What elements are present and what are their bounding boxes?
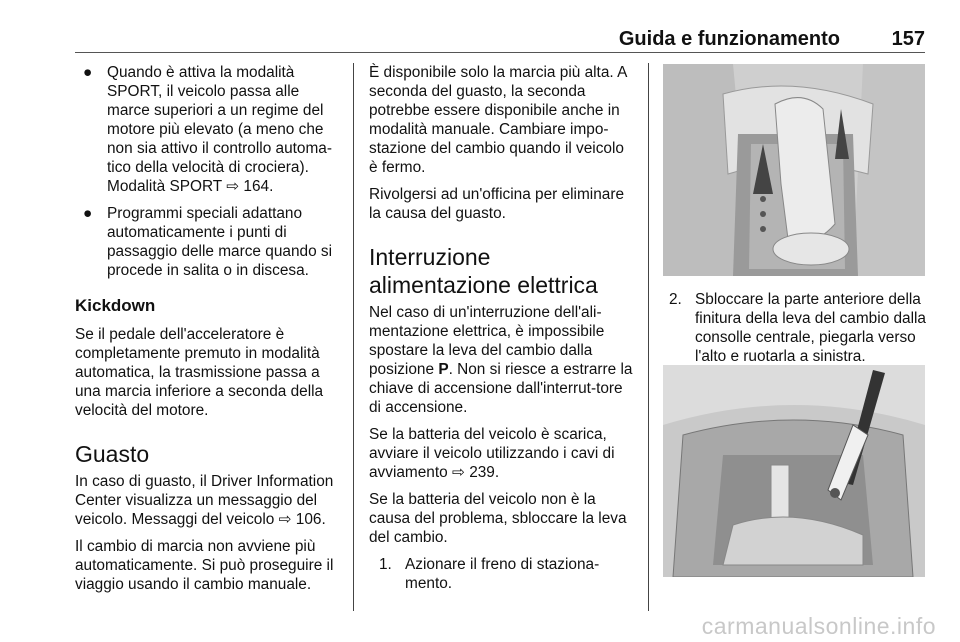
column-divider-1 — [353, 63, 354, 611]
footer-watermark: carmanualsonline.info — [701, 613, 936, 639]
paragraph — [369, 425, 633, 482]
figure-gear-lever — [663, 64, 925, 276]
bullet-text: Quando è attiva la modalità SPORT, il veicolo passa alle marce superiori a un regime del motore più elevato (a meno che non sia attivo il controllo automa-tico della velocità di crociera). Modalità SPORT — [107, 64, 332, 195]
bullet-text: Programmi speciali adattano automaticamente i punti di passaggio delle marce quando si procede in salita o in discesa. — [107, 205, 333, 279]
paragraph — [75, 472, 343, 529]
step-number: 1. — [379, 556, 392, 573]
paragraph — [369, 303, 633, 417]
paragraph-text: . Non si riesce a estrarre la chiave di accensione dall'interrut-tore di accensione. — [369, 361, 633, 416]
page-reference[interactable]: 164. — [243, 178, 274, 195]
gear-position-p: P — [438, 361, 449, 378]
header-title: Guida e funzionamento — [618, 28, 840, 50]
paragraph: Se la batteria del veicolo non è la causa del problema, sbloccare la leva del cambio. — [369, 491, 627, 546]
section-heading-guasto: Guasto — [75, 441, 150, 467]
step-text: Sbloccare la parte anteriore della finitura della leva del cambio dalla consolle centrale, piegarla verso l'alto e ruotarla a sinistra. — [695, 291, 926, 365]
bullet-item-sport — [75, 63, 343, 196]
page-reference-arrow-icon: ⇨ — [452, 464, 465, 481]
page-reference-arrow-icon: ⇨ — [278, 511, 292, 528]
figure-console-trim — [663, 365, 925, 577]
step-number: 2. — [669, 291, 682, 308]
paragraph: Se il pedale dell'acceleratore è completamente premuto in modalità automatica, la trasmissione passa a una marcia inferiore a seconda della velocità del motore. — [75, 326, 324, 419]
paragraph: Rivolgersi ad un'officina per eliminare la causa del guasto. — [369, 186, 625, 222]
paragraph: È disponibile solo la marcia più alta. A seconda del guasto, la seconda potrebbe essere disponibile anche in modalità manuale. Cambiare impo-stazione del cambio quando il veicolo è fermo. — [369, 64, 627, 176]
column-divider-2 — [648, 63, 649, 611]
step-text: Azionare il freno di staziona-mento. — [405, 556, 600, 592]
paragraph-text: Se la batteria del veicolo è scarica, avviare il veicolo utilizzando i cavi di avviamento — [369, 426, 615, 481]
bullet-dot-icon: ● — [83, 64, 93, 81]
paragraph: Il cambio di marcia non avviene più automaticamente. Si può proseguire il viaggio usando il cambio manuale. — [75, 538, 334, 593]
column-2 — [369, 63, 633, 601]
paragraph-text: In caso di guasto, il Driver Information Center visualizza un messaggio del veicolo. Messaggi del veicolo — [75, 473, 334, 528]
section-heading-power-interruption: Interruzione alimentazione elettrica — [369, 244, 598, 298]
page-number: 157 — [891, 28, 925, 50]
step-1 — [379, 555, 633, 593]
page-reference[interactable]: 106. — [295, 511, 326, 528]
column-1 — [75, 63, 343, 602]
paragraph-text: Nel caso di un'interruzione dell'ali-mentazione elettrica, è impossibile spostare la leva del cambio dalla posizione — [369, 304, 605, 378]
step-2 — [669, 290, 928, 366]
header-rule — [75, 52, 925, 53]
bullet-dot-icon: ● — [83, 205, 93, 222]
page-reference[interactable]: 239. — [469, 464, 500, 481]
page-reference-arrow-icon: ⇨ — [226, 178, 240, 195]
section-heading-kickdown: Kickdown — [75, 296, 156, 315]
bullet-item-programs — [75, 204, 343, 280]
column-3 — [663, 290, 928, 374]
